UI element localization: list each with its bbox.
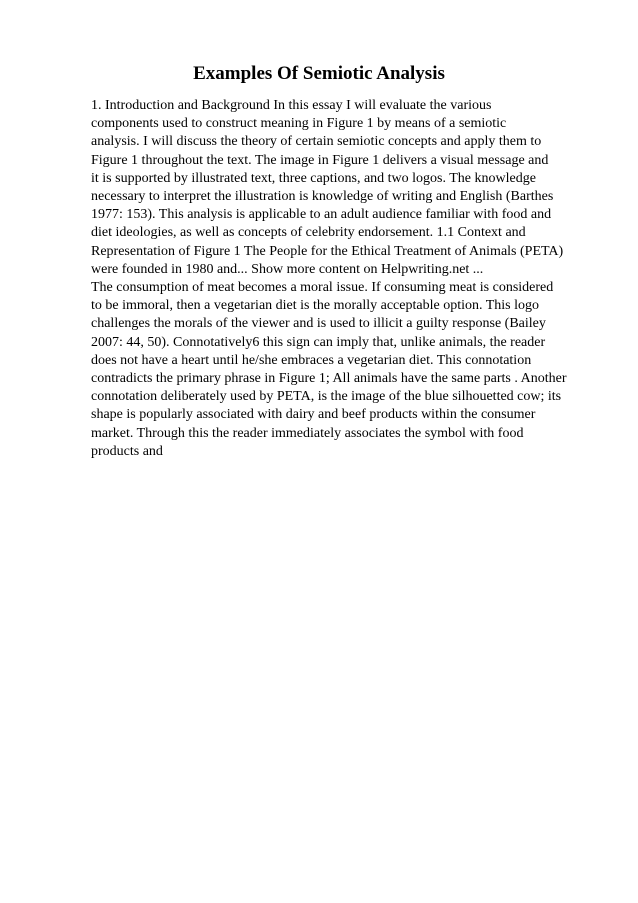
body-line: analysis. I will discuss the theory of certain semiotic concepts and apply them to bbox=[91, 134, 542, 150]
body-line: components used to construct meaning in Figure 1 by means of a semiotic bbox=[91, 116, 507, 132]
body-line: The consumption of meat becomes a moral issue. If consuming meat is considered bbox=[91, 280, 554, 296]
body-line: challenges the morals of the viewer and is used to illicit a guilty response (Bailey bbox=[91, 316, 546, 332]
body-line: to be immoral, then a vegetarian diet is the morally acceptable option. This logo bbox=[91, 298, 539, 314]
body-line: does not have a heart until he/she embraces a vegetarian diet. This connotation bbox=[91, 352, 532, 368]
body-line: connotation deliberately used by PETA, is the image of the blue silhouetted cow; its bbox=[91, 389, 562, 405]
body-line: it is supported by illustrated text, three captions, and two logos. The knowledge bbox=[91, 170, 536, 186]
document-body bbox=[91, 97, 611, 461]
body-line: Representation of Figure 1 The People for the Ethical Treatment of Animals (PETA) bbox=[91, 243, 564, 259]
body-line: contradicts the primary phrase in Figure 1; All animals have the same parts . Another bbox=[91, 371, 567, 387]
body-line: products and bbox=[91, 443, 163, 459]
body-line: Figure 1 throughout the text. The image in Figure 1 delivers a visual message and bbox=[91, 152, 549, 168]
body-line: diet ideologies, as well as concepts of celebrity endorsement. 1.1 Context and bbox=[91, 225, 526, 241]
body-line: 1977: 153). This analysis is applicable to an adult audience familiar with food and bbox=[91, 207, 552, 223]
body-line: shape is popularly associated with dairy and beef products within the consumer bbox=[91, 407, 536, 423]
body-line: market. Through this the reader immediately associates the symbol with food bbox=[91, 425, 524, 441]
document-title: Examples Of Semiotic Analysis bbox=[193, 63, 445, 84]
body-line: 1. Introduction and Background In this essay I will evaluate the various bbox=[91, 98, 492, 113]
body-line: were founded in 1980 and... Show more content on Helpwriting.net ... bbox=[91, 261, 484, 277]
body-line: necessary to interpret the illustration is knowledge of writing and English (Barthes bbox=[91, 189, 554, 205]
body-line: 2007: 44, 50). Connotatively6 this sign can imply that, unlike animals, the reader bbox=[91, 334, 546, 350]
